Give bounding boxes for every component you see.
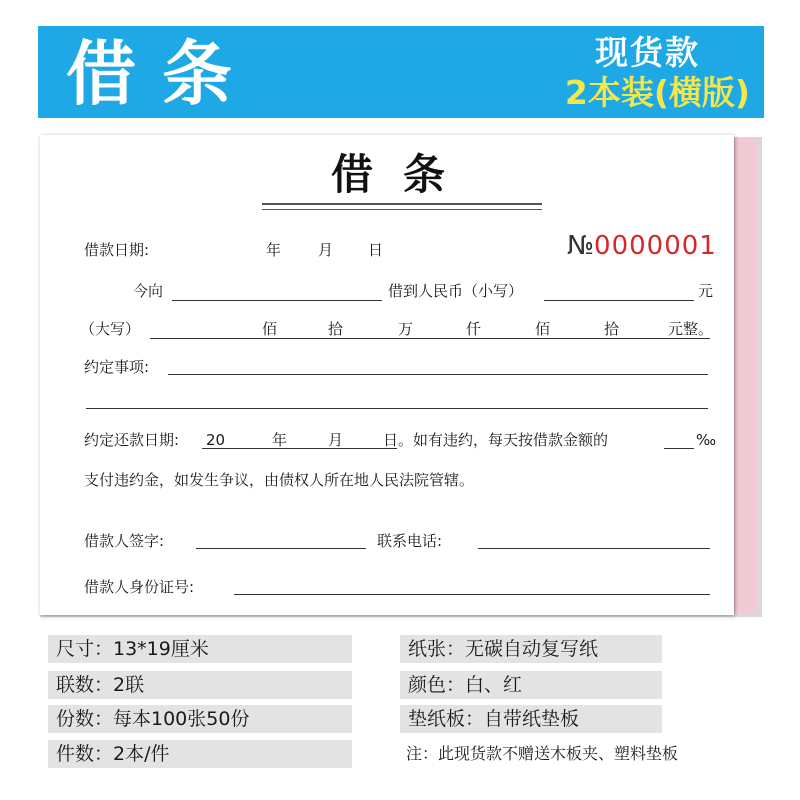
agreed-items-line-2 — [86, 408, 708, 409]
banner-title: 借条 — [66, 33, 258, 115]
form-title: 借条 — [330, 150, 475, 199]
unit-qian: 仟 — [466, 320, 482, 338]
title-rule-thick — [262, 203, 542, 205]
unit-shi-2: 拾 — [604, 320, 620, 338]
spec-quantity: 份数：每本100张50份 — [48, 705, 352, 733]
unit-shi-1: 拾 — [328, 320, 344, 338]
phone-label: 联系电话: — [377, 532, 443, 550]
phone-line — [478, 548, 710, 549]
serial-digits: 0000001 — [594, 231, 717, 261]
borrower-sign-label: 借款人签字: — [84, 532, 165, 550]
borrower-sign-line — [196, 548, 366, 549]
amount-lowercase-line — [544, 300, 694, 301]
unit-wan: 万 — [398, 320, 414, 338]
lender-name-line — [172, 300, 382, 301]
serial-prefix: № — [567, 231, 595, 261]
banner-subtitle-pack: 2本装(横版) — [564, 73, 750, 112]
spec-size: 尺寸：13*19厘米 — [48, 635, 352, 663]
spec-paper: 纸张：无碳自动复写纸 — [400, 635, 662, 663]
repay-month: 月 — [328, 431, 344, 449]
agreed-items-line-1 — [168, 374, 708, 375]
unit-bai-2: 佰 — [535, 320, 551, 338]
amount-uppercase-line — [150, 338, 710, 339]
spec-pieces: 件数：2本/件 — [48, 740, 352, 768]
borrower-id-line — [234, 594, 710, 595]
repay-day-text: 日。如有违约，每天按借款金额的 — [383, 431, 609, 449]
uppercase-label: （大写） — [80, 320, 141, 338]
loan-date-day: 日 — [368, 241, 384, 259]
yuan-label: 元 — [698, 282, 714, 300]
serial-number — [567, 230, 717, 262]
title-rule-thin — [262, 209, 542, 210]
loan-date-year: 年 — [266, 241, 282, 259]
banner-subtitle-stock: 现货款 — [595, 33, 700, 72]
repay-year: 年 — [272, 431, 288, 449]
penalty-rate-line — [664, 448, 694, 449]
spec-note: 注：此现货款不赠送木板夹、塑料垫板 — [406, 744, 679, 763]
spec-backing: 垫纸板：自带纸垫板 — [400, 705, 662, 733]
penalty-text: 支付违约金，如发生争议，由债权人所在地人民法院管辖。 — [84, 471, 475, 489]
repay-date-line — [202, 448, 397, 449]
repay-year-prefix: 20 — [206, 431, 226, 449]
agreed-items-label: 约定事项: — [84, 358, 150, 376]
borrower-id-label: 借款人身份证号: — [84, 578, 195, 596]
permille-sign: ‰ — [696, 431, 717, 449]
top-banner — [38, 26, 764, 118]
yuan-zheng-label: 元整。 — [668, 320, 714, 338]
loan-date-month: 月 — [318, 241, 334, 259]
unit-bai-1: 佰 — [262, 320, 278, 338]
spec-copies: 联数：2联 — [48, 671, 352, 699]
borrow-rmb-label: 借到人民币（小写） — [388, 282, 524, 300]
repay-date-label: 约定还款日期: — [84, 431, 180, 449]
spec-colors: 颜色：白、红 — [400, 671, 662, 699]
lend-to-label: 今向 — [133, 282, 164, 300]
carbon-copy-layer — [734, 138, 758, 614]
loan-date-label: 借款日期: — [84, 241, 150, 259]
